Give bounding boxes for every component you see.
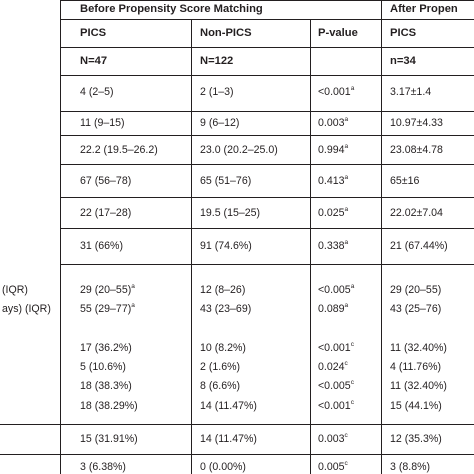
- pics-footnote: a: [131, 283, 135, 290]
- cell-pics: 67 (56–78): [80, 175, 132, 187]
- cell-after-pics: 21 (67.44%): [390, 240, 448, 252]
- cell-after-pics: 43 (25–76): [390, 303, 442, 315]
- column-header-after-pics: PICS: [390, 27, 417, 39]
- cell-pics: [80, 284, 135, 297]
- cell-after-pics: 11 (32.40%): [390, 380, 447, 392]
- pvalue-text: 0.024: [318, 361, 345, 373]
- cell-pvalue: [318, 433, 348, 446]
- row-rule: [60, 111, 474, 112]
- cell-pvalue: [318, 144, 348, 157]
- pvalue-text: 0.025: [318, 207, 345, 219]
- row-label: (IQR): [2, 284, 28, 296]
- cell-pics: 4 (2–5): [80, 86, 114, 98]
- row-rule: [60, 197, 474, 198]
- cell-nonpics: 14 (11.47%): [200, 433, 257, 445]
- cell-nonpics: 43 (23–69): [200, 303, 252, 315]
- column-divider: [381, 0, 382, 474]
- pvalue-footnote: a: [344, 239, 349, 246]
- cell-pvalue: [318, 342, 354, 355]
- pvalue-text: 0.003: [318, 117, 345, 129]
- cell-nonpics: 9 (6–12): [200, 117, 240, 129]
- row-rule: [60, 135, 474, 136]
- cell-pics: 18 (38.29%): [80, 400, 138, 412]
- column-header-nonpics: Non-PICS: [200, 27, 252, 39]
- pvalue-footnote: c: [350, 341, 354, 348]
- cell-after-pics: 23.08±4.78: [390, 144, 443, 156]
- pvalue-footnote: a: [344, 116, 349, 123]
- cell-nonpics: 12 (8–26): [200, 284, 246, 296]
- cell-after-pics: 10.97±4.33: [390, 117, 443, 129]
- cell-pvalue: [318, 86, 354, 99]
- pics-footnote: a: [131, 302, 135, 309]
- pics-text: 29 (20–55): [80, 284, 132, 296]
- table-top-rule: [60, 0, 474, 1]
- cell-pvalue: [318, 361, 348, 374]
- pvalue-footnote: a: [344, 302, 349, 309]
- pvalue-text: 0.089: [318, 303, 345, 315]
- count-nonpics: N=122: [200, 55, 234, 67]
- cell-pics: 15 (31.91%): [80, 433, 138, 445]
- cell-pics: 17 (36.2%): [80, 342, 132, 354]
- pvalue-text: <0.005: [318, 380, 351, 392]
- cell-nonpics: 0 (0.00%): [200, 461, 246, 473]
- cell-pics: 31 (66%): [80, 240, 123, 252]
- cell-nonpics: 91 (74.6%): [200, 240, 252, 252]
- cell-pvalue: [318, 303, 348, 316]
- column-header-pvalue: P-value: [318, 27, 358, 39]
- cell-pvalue: [318, 175, 348, 188]
- row-label: ays) (IQR): [2, 303, 51, 315]
- cell-nonpics: 8 (6.6%): [200, 380, 241, 392]
- count-after-pics: n=34: [390, 55, 416, 67]
- count-pics: N=47: [80, 55, 108, 67]
- pvalue-text: 0.413: [318, 175, 345, 187]
- pvalue-text: <0.005: [318, 284, 351, 296]
- cell-pvalue: [318, 380, 354, 393]
- pvalue-text: 0.003: [318, 433, 345, 445]
- cell-nonpics: 2 (1–3): [200, 86, 234, 98]
- cell-nonpics: 2 (1.6%): [200, 361, 241, 373]
- pvalue-footnote: a: [344, 206, 349, 213]
- pvalue-text: <0.001: [318, 342, 351, 354]
- column-header-rule: [60, 47, 474, 48]
- pvalue-footnote: c: [350, 379, 354, 386]
- pvalue-footnote: a: [344, 174, 349, 181]
- cell-nonpics: 65 (51–76): [200, 175, 252, 187]
- cell-pvalue: [318, 400, 354, 413]
- pvalue-footnote: c: [350, 399, 354, 406]
- cell-pics: 22 (17–28): [80, 207, 132, 219]
- cell-pvalue: [318, 284, 354, 297]
- group-header-before: Before Propensity Score Matching: [80, 3, 263, 15]
- pvalue-footnote: c: [344, 360, 348, 367]
- pvalue-text: <0.001: [318, 400, 351, 412]
- column-divider: [60, 0, 61, 474]
- pvalue-text: 0.005: [318, 461, 345, 473]
- row-rule: [60, 164, 474, 165]
- cell-pics: 11 (9–15): [80, 117, 125, 129]
- cell-nonpics: 14 (11.47%): [200, 400, 257, 412]
- cell-after-pics: 3 (8.8%): [390, 461, 431, 473]
- cell-pics: 22.2 (19.5–26.2): [80, 144, 158, 156]
- cell-pvalue: [318, 117, 348, 130]
- cell-after-pics: 22.02±7.04: [390, 207, 443, 219]
- cell-pics: 18 (38.3%): [80, 380, 132, 392]
- row-rule: [60, 228, 474, 229]
- pvalue-text: 0.338: [318, 240, 345, 252]
- cell-nonpics: 10 (8.2%): [200, 342, 246, 354]
- pvalue-text: <0.001: [318, 86, 351, 98]
- cell-after-pics: 3.17±1.4: [390, 86, 432, 98]
- cell-pics: [80, 303, 135, 316]
- cell-pvalue: [318, 207, 348, 220]
- cell-pics: 5 (10.6%): [80, 361, 126, 373]
- row-rule: [0, 424, 474, 425]
- column-header-pics: PICS: [80, 27, 107, 39]
- cell-after-pics: 65±16: [390, 175, 420, 187]
- pvalue-footnote: a: [344, 143, 349, 150]
- group-header-after: After Propen: [390, 3, 458, 15]
- cell-nonpics: 23.0 (20.2–25.0): [200, 144, 278, 156]
- pvalue-footnote: c: [344, 432, 348, 439]
- pvalue-footnote: a: [350, 85, 355, 92]
- cell-after-pics: 29 (20–55): [390, 284, 442, 296]
- cell-pics: 3 (6.38%): [80, 461, 126, 473]
- pvalue-text: 0.994: [318, 144, 345, 156]
- cell-after-pics: 11 (32.40%): [390, 342, 447, 354]
- column-divider: [191, 19, 192, 474]
- pics-text: 55 (29–77): [80, 303, 132, 315]
- row-rule: [0, 454, 474, 455]
- cell-after-pics: 15 (44.1%): [390, 400, 442, 412]
- cell-after-pics: 4 (11.76%): [390, 361, 442, 373]
- cell-after-pics: 12 (35.3%): [390, 433, 442, 445]
- cell-nonpics: 19.5 (15–25): [200, 207, 261, 219]
- cell-pvalue: [318, 461, 348, 474]
- column-divider: [310, 19, 311, 474]
- group-header-rule: [60, 19, 474, 20]
- pvalue-footnote: a: [350, 283, 355, 290]
- cell-pvalue: [318, 240, 348, 253]
- pvalue-footnote: c: [344, 460, 348, 467]
- count-row-rule: [60, 75, 474, 76]
- row-rule: [60, 264, 474, 265]
